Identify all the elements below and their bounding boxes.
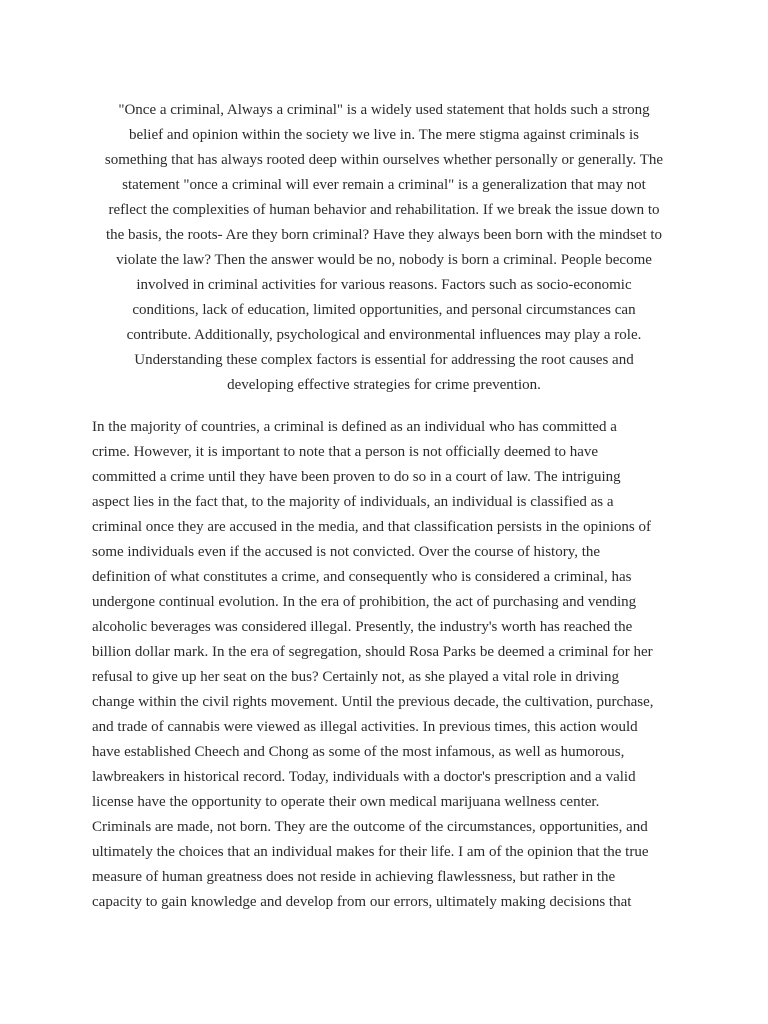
body-line: have established Cheech and Chong as some of the most infamous, as well as humorous, — [92, 744, 625, 760]
body-line: license have the opportunity to operate their own medical marijuana wellness center. — [92, 794, 600, 810]
intro-line: Understanding these complex factors is essential for addressing the root causes and — [134, 352, 634, 368]
body-line: measure of human greatness does not reside in achieving flawlessness, but rather in the — [92, 869, 616, 885]
intro-line: something that has always rooted deep within ourselves whether personally or generally. The — [104, 152, 664, 168]
intro-line: belief and opinion within the society we live in. The mere stigma against criminals is — [128, 127, 640, 143]
body-line: crime. However, it is important to note that a person is not officially deemed to have — [92, 444, 599, 460]
body-line: change within the civil rights movement. Until the previous decade, the cultivation, purchase, — [92, 694, 654, 710]
body-line: capacity to gain knowledge and develop from our errors, ultimately making decisions that — [92, 894, 632, 910]
body-line: and trade of cannabis were viewed as illegal activities. In previous times, this action would — [92, 719, 638, 735]
body-line: ultimately the choices that an individual makes for their life. I am of the opinion that the true — [92, 844, 649, 860]
body-line: undergone continual evolution. In the era of prohibition, the act of purchasing and vending — [92, 594, 637, 610]
body-line: refusal to give up her seat on the bus? Certainly not, as she played a vital role in driving — [92, 669, 619, 685]
body-line: criminal once they are accused in the media, and that classification persists in the opinions of — [92, 519, 651, 535]
body-line: committed a crime until they have been proven to do so in a court of law. The intriguing — [92, 469, 621, 485]
body-line: Criminals are made, not born. They are the outcome of the circumstances, opportunities, and — [92, 819, 648, 835]
body-line: alcoholic beverages was considered illegal. Presently, the industry's worth has reached the — [92, 619, 633, 635]
body-line: aspect lies in the fact that, to the majority of individuals, an individual is classified as a — [92, 494, 614, 510]
body-line: billion dollar mark. In the era of segregation, should Rosa Parks be deemed a criminal for her — [92, 644, 653, 660]
intro-line: contribute. Additionally, psychological and environmental influences may play a role. — [126, 327, 642, 343]
intro-line: reflect the complexities of human behavior and rehabilitation. If we break the issue down to — [108, 202, 660, 218]
intro-line: "Once a criminal, Always a criminal" is a widely used statement that holds such a strong — [118, 102, 650, 118]
body-line: lawbreakers in historical record. Today, individuals with a doctor's prescription and a valid — [92, 769, 636, 785]
body-line: definition of what constitutes a crime, and consequently who is considered a criminal, has — [92, 569, 632, 585]
intro-line: statement "once a criminal will ever remain a criminal" is a generalization that may not — [122, 177, 646, 193]
intro-line: the basis, the roots- Are they born criminal? Have they always been born with the mindset to — [105, 227, 663, 243]
body-line: some individuals even if the accused is not convicted. Over the course of history, the — [92, 544, 601, 560]
body-line: In the majority of countries, a criminal is defined as an individual who has committed a — [92, 419, 617, 435]
intro-line: violate the law? Then the answer would be no, nobody is born a criminal. People become — [116, 252, 652, 268]
intro-line: involved in criminal activities for various reasons. Factors such as socio-economic — [136, 277, 632, 293]
intro-line: developing effective strategies for crime prevention. — [227, 377, 541, 393]
intro-line: conditions, lack of education, limited opportunities, and personal circumstances can — [132, 302, 636, 318]
